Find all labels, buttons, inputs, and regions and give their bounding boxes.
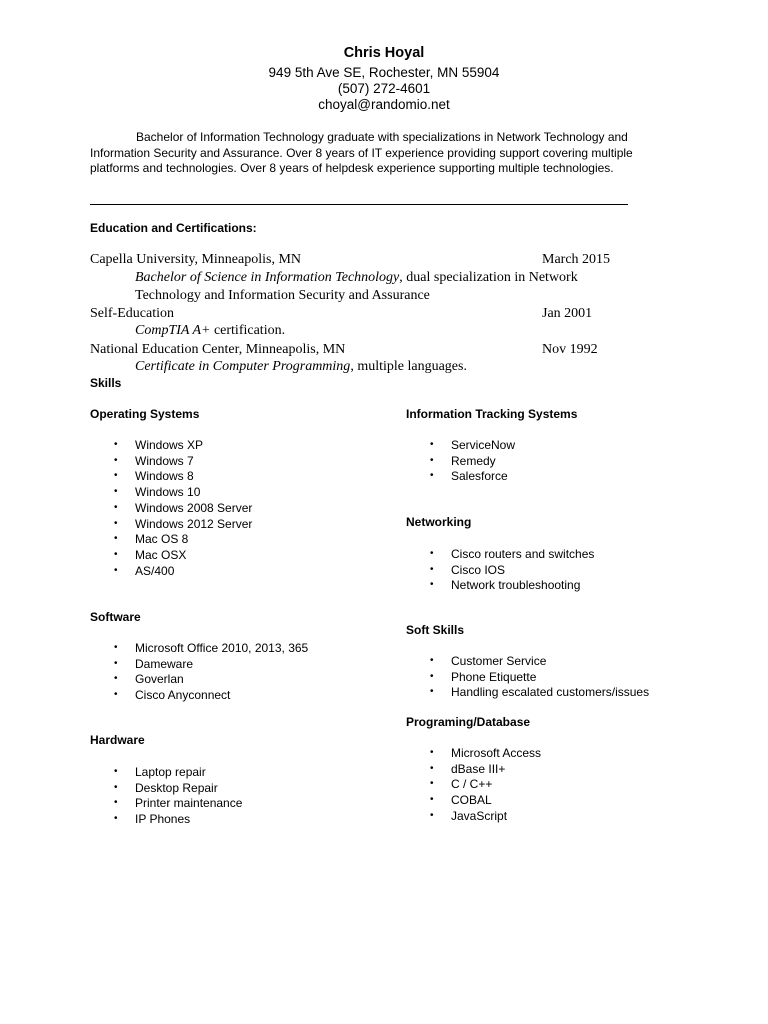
list-item: Cisco Anyconnect bbox=[135, 688, 231, 703]
summary-paragraph bbox=[90, 130, 670, 177]
degree-title-1: Bachelor of Science in Information Technology bbox=[135, 270, 400, 285]
list-item: Printer maintenance bbox=[135, 796, 243, 811]
degree-detail-3: , multiple languages. bbox=[350, 359, 467, 374]
bullet-icon: • bbox=[430, 794, 434, 806]
soft-skills-heading: Soft Skills bbox=[406, 623, 465, 637]
list-item: Customer Service bbox=[451, 654, 547, 668]
list-item: dBase III+ bbox=[451, 761, 506, 776]
education-institution-3: National Education Center, Minneapolis, MN bbox=[90, 342, 346, 357]
list-item: Windows 7 bbox=[135, 453, 194, 468]
bullet-icon: • bbox=[430, 563, 434, 575]
bullet-icon: • bbox=[430, 762, 434, 774]
bullet-icon: • bbox=[430, 670, 434, 682]
list-item: Windows 2012 Server bbox=[135, 516, 253, 531]
list-item: Goverlan bbox=[135, 672, 184, 687]
list-item: JavaScript bbox=[451, 808, 508, 823]
list-item: IP Phones bbox=[135, 812, 191, 827]
bullet-icon: • bbox=[114, 689, 118, 701]
bullet-icon: • bbox=[114, 797, 118, 809]
horizontal-rule bbox=[90, 204, 628, 205]
bullet-icon: • bbox=[430, 548, 434, 559]
education-institution-2: Self-Education bbox=[90, 306, 174, 321]
bullet-icon: • bbox=[114, 766, 118, 777]
bullet-icon: • bbox=[114, 439, 118, 450]
bullet-icon: • bbox=[430, 655, 434, 666]
list-item: Windows XP bbox=[135, 438, 204, 452]
degree-title-2: CompTIA A+ bbox=[135, 323, 211, 338]
tracking-systems-heading: Information Tracking Systems bbox=[406, 407, 578, 421]
software-heading: Software bbox=[90, 610, 141, 624]
list-item: Windows 8 bbox=[135, 469, 194, 484]
education-date-2: Jan 2001 bbox=[542, 306, 593, 321]
list-item: Cisco routers and switches bbox=[451, 547, 595, 561]
education-heading: Education and Certifications: bbox=[90, 221, 257, 235]
list-item: Network troubleshooting bbox=[451, 578, 581, 593]
degree-detail-2: certification. bbox=[210, 323, 286, 338]
bullet-icon: • bbox=[114, 657, 118, 669]
degree-title-3: Certificate in Computer Programming bbox=[135, 359, 351, 374]
candidate-name: Chris Hoyal bbox=[343, 45, 425, 61]
list-item: Salesforce bbox=[451, 469, 508, 484]
list-item: Laptop repair bbox=[135, 765, 206, 779]
bullet-icon: • bbox=[114, 486, 118, 498]
list-item: Mac OS 8 bbox=[135, 532, 189, 547]
list-item: Cisco IOS bbox=[451, 562, 506, 577]
bullet-icon: • bbox=[114, 781, 118, 793]
bullet-icon: • bbox=[430, 579, 434, 591]
phone: (507) 272-4601 bbox=[337, 81, 431, 96]
bullet-icon: • bbox=[430, 470, 434, 482]
list-item: Microsoft Office 2010, 2013, 365 bbox=[135, 641, 309, 655]
bullet-icon: • bbox=[114, 517, 118, 529]
education-date-1: March 2015 bbox=[542, 252, 611, 267]
list-item: Mac OSX bbox=[135, 547, 187, 562]
education-degree-2 bbox=[135, 323, 285, 339]
list-item: COBAL bbox=[451, 793, 492, 808]
list-item: Windows 2008 Server bbox=[135, 500, 253, 515]
summary-line-1: Bachelor of Information Technology graduate with specializations in Network Technology and bbox=[136, 130, 628, 144]
education-degree-1-continued: Technology and Information Security and Assurance bbox=[135, 288, 430, 303]
education-institution-1: Capella University, Minneapolis, MN bbox=[90, 252, 302, 267]
list-item: Remedy bbox=[451, 453, 496, 468]
skills-heading: Skills bbox=[90, 376, 122, 390]
bullet-icon: • bbox=[430, 809, 434, 821]
bullet-icon: • bbox=[114, 533, 118, 545]
bullet-icon: • bbox=[114, 470, 118, 482]
address: 949 5th Ave SE, Rochester, MN 55904 bbox=[268, 65, 500, 80]
programming-heading: Programing/Database bbox=[406, 715, 531, 729]
bullet-icon: • bbox=[430, 439, 434, 450]
bullet-icon: • bbox=[114, 548, 118, 560]
list-item: Phone Etiquette bbox=[451, 669, 537, 684]
list-item: ServiceNow bbox=[451, 438, 516, 452]
bullet-icon: • bbox=[430, 778, 434, 790]
list-item: AS/400 bbox=[135, 563, 175, 578]
list-item: Desktop Repair bbox=[135, 780, 218, 795]
operating-systems-heading: Operating Systems bbox=[90, 407, 200, 421]
summary-line-2: Information Security and Assurance. Over 8 years of IT experience providing support covering multiple bbox=[90, 145, 633, 160]
bullet-icon: • bbox=[430, 747, 434, 758]
list-item: Dameware bbox=[135, 656, 194, 671]
bullet-icon: • bbox=[114, 642, 118, 653]
education-degree-3 bbox=[135, 359, 467, 375]
bullet-icon: • bbox=[430, 454, 434, 466]
bullet-icon: • bbox=[430, 686, 434, 698]
education-degree-1 bbox=[135, 270, 578, 286]
email: choyal@randomio.net bbox=[318, 97, 450, 112]
degree-detail-1: , dual specialization in Network bbox=[399, 270, 578, 285]
list-item: Microsoft Access bbox=[451, 746, 542, 760]
bullet-icon: • bbox=[114, 454, 118, 466]
bullet-icon: • bbox=[114, 673, 118, 685]
summary-line-3: platforms and technologies. Over 8 years of helpdesk experience supporting multiple technologies. bbox=[90, 161, 614, 175]
bullet-icon: • bbox=[114, 501, 118, 513]
list-item: Windows 10 bbox=[135, 485, 201, 500]
education-date-3: Nov 1992 bbox=[542, 342, 598, 357]
bullet-icon: • bbox=[114, 813, 118, 825]
networking-heading: Networking bbox=[406, 515, 472, 529]
hardware-heading: Hardware bbox=[90, 733, 145, 747]
bullet-icon: • bbox=[114, 564, 118, 576]
list-item: C / C++ bbox=[451, 777, 493, 792]
list-item: Handling escalated customers/issues bbox=[451, 685, 650, 700]
